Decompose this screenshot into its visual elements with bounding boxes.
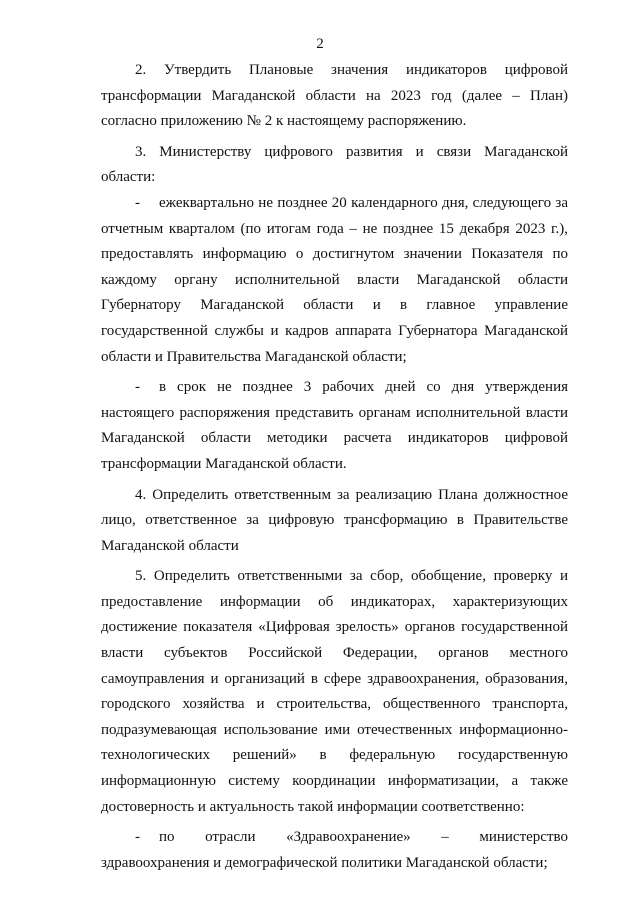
paragraph-4: 4. Определить ответственным за реализацию Плана должностное лицо, ответственное за цифровую трансформацию в Правительстве Магаданской области bbox=[101, 486, 568, 554]
paragraph-2: 2. Утвердить Плановые значения индикаторов цифровой трансформации Магаданской области на 2023 год (далее – План) согласно приложению № 2 к настоящему распоряжению. bbox=[101, 62, 568, 130]
paragraph-3: 3. Министерству цифрового развития и связи Магаданской области: bbox=[101, 143, 568, 186]
paragraph-3-bullet-1 bbox=[101, 191, 568, 370]
document-body bbox=[101, 58, 568, 876]
paragraph-5: 5. Определить ответственными за сбор, обобщение, проверку и предоставление информации об индикаторах, характеризующих достижение показателя «Цифровая зрелость» органов государственной власти субъектов Российской Федерации, органов местного самоуправления и организаций в сфере здравоохранения, образования, городского хозяйства и строительства, общественного транспорта, подразумевающая использование ими отечественных информационно-технологических решений» в федеральную государственную информационную систему координации информатизации, а также достоверность и актуальность такой информации соответственно: bbox=[101, 568, 568, 815]
bullet-text: в срок не позднее 3 рабочих дней со дня утверждения настоящего распоряжения представить органам исполнительной власти Магаданской области методики расчета индикаторов цифровой трансформации Магаданской области. bbox=[101, 379, 568, 472]
page-number: 2 bbox=[316, 36, 324, 52]
bullet-text: по отрасли «Здравоохранение» – министерство здравоохранения и демографической политики Магаданской области; bbox=[101, 829, 568, 871]
bullet-dash: - bbox=[135, 379, 140, 396]
paragraph-5-bullet-1 bbox=[101, 825, 568, 876]
bullet-text: ежеквартально не позднее 20 календарного дня, следующего за отчетным кварталом (по итогам года – не позднее 15 декабря 2023 г.), предоставлять информацию о достигнутом значении Показателя по каждому органу исполнительной власти Магаданской области Губернатору Магаданской области и в главное управление государственной службы и кадров аппарата Губернатора Магаданской области и Правительства Магаданской области; bbox=[101, 194, 568, 365]
paragraph-3-bullet-2 bbox=[101, 375, 568, 477]
bullet-dash: - bbox=[135, 194, 140, 211]
bullet-dash: - bbox=[135, 829, 140, 846]
